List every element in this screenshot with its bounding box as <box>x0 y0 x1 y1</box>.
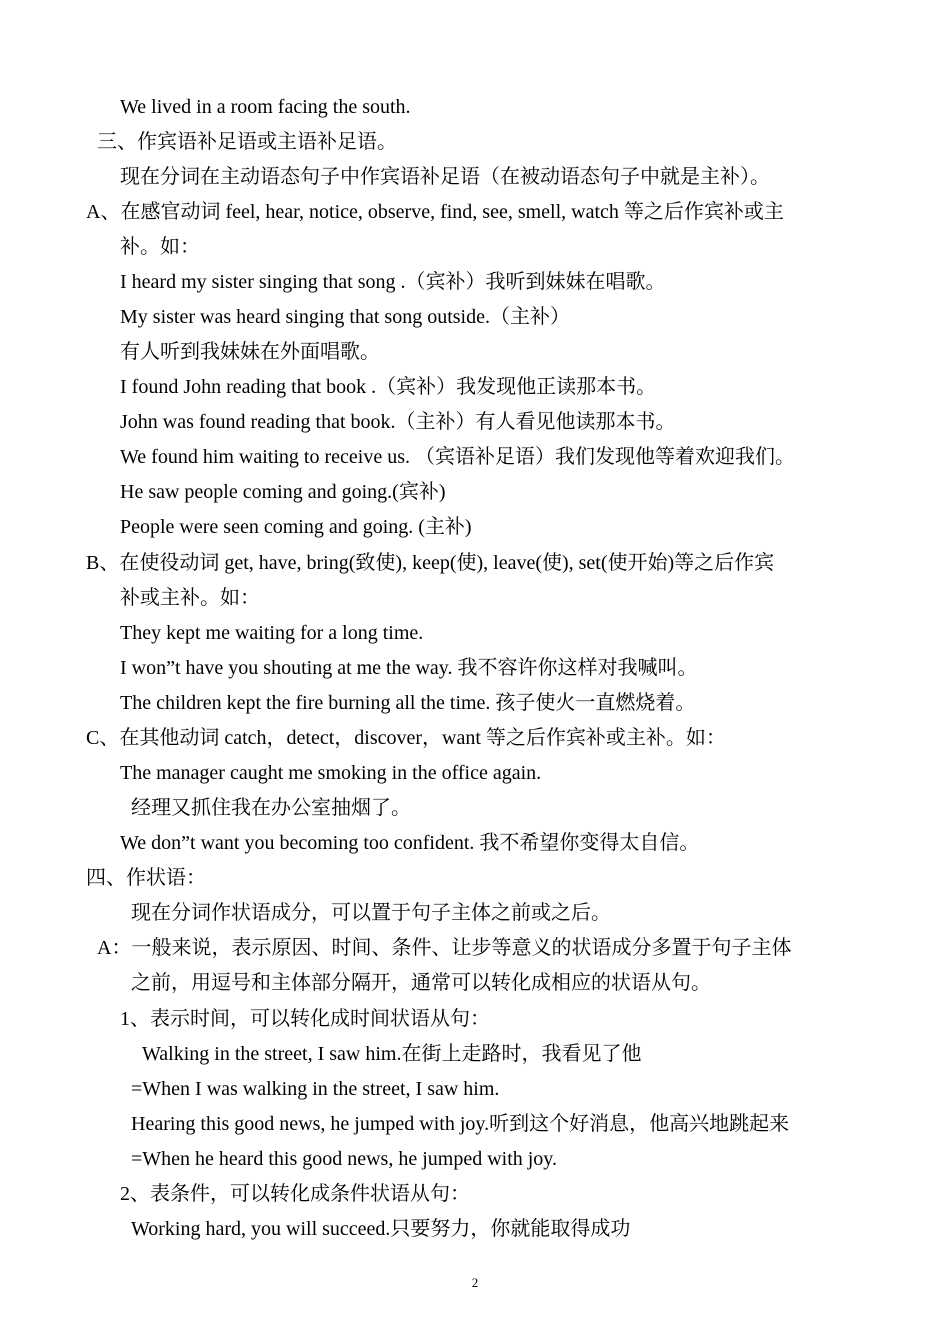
text-line: 现在分词作状语成分，可以置于句子主体之前或之后。 <box>131 902 611 924</box>
example-line: They kept me waiting for a long time. <box>120 622 424 644</box>
example-line: The manager caught me smoking in the office again. <box>120 762 542 784</box>
example-line: =When he heard this good news, he jumped with joy. <box>131 1148 558 1170</box>
example-line: The children kept the fire burning all the time. 孩子使火一直燃烧着。 <box>120 692 696 714</box>
text-line: 现在分词在主动语态句子中作宾语补足语（在被动语态句子中就是主补）。 <box>120 166 770 188</box>
example-line: 有人听到我妹妹在外面唱歌。 <box>120 341 380 363</box>
section-heading: 三、作宾语补足语或主语补足语。 <box>97 131 397 153</box>
list-item-heading: 1、表示时间，可以转化成时间状语从句： <box>120 1008 490 1030</box>
section-heading: 四、作状语： <box>86 867 206 889</box>
list-item-heading: 2、表条件，可以转化成条件状语从句： <box>120 1183 470 1205</box>
example-line: We don”t want you becoming too confident. 我不希望你变得太自信。 <box>120 832 700 854</box>
example-line: Walking in the street, I saw him.在街上走路时，我看见了他 <box>142 1043 642 1065</box>
example-line: We found him waiting to receive us. （宾语补足语）我们发现他等着欢迎我们。 <box>120 446 795 468</box>
example-line: My sister was heard singing that song outside.（主补） <box>120 306 570 328</box>
example-line: Working hard, you will succeed.只要努力，你就能取得成功 <box>131 1218 631 1240</box>
example-line: =When I was walking in the street, I saw him. <box>131 1078 500 1100</box>
text-line: We lived in a room facing the south. <box>120 96 411 118</box>
example-line: I found John reading that book .（宾补）我发现他正读那本书。 <box>120 376 657 398</box>
example-line: Hearing this good news, he jumped with joy.听到这个好消息，他高兴地跳起来 <box>131 1113 790 1135</box>
example-line: I heard my sister singing that song .（宾补）我听到妹妹在唱歌。 <box>120 271 666 293</box>
text-line: 补或主补。如： <box>120 587 260 609</box>
subsection-heading: C、在其他动词 catch，detect，discover，want 等之后作宾补或主补。如： <box>86 727 726 749</box>
text-line: 之前，用逗号和主体部分隔开，通常可以转化成相应的状语从句。 <box>131 972 711 994</box>
page-number: 2 <box>471 1275 479 1290</box>
subsection-heading: A：一般来说，表示原因、时间、条件、让步等意义的状语成分多置于句子主体 <box>97 937 792 959</box>
example-line: He saw people coming and going.(宾补) <box>120 481 446 503</box>
subsection-heading: A、在感官动词 feel, hear, notice, observe, find, see, smell, watch 等之后作宾补或主 <box>86 201 784 223</box>
subsection-heading: B、在使役动词 get, have, bring(致使), keep(使), leave(使), set(使开始)等之后作宾 <box>86 552 775 574</box>
example-line: People were seen coming and going. (主补) <box>120 516 472 538</box>
text-line: 补。如： <box>120 236 200 258</box>
example-line: I won”t have you shouting at me the way. 我不容许你这样对我喊叫。 <box>120 657 698 679</box>
example-line: John was found reading that book.（主补）有人看见他读那本书。 <box>120 411 676 433</box>
example-line: 经理又抓住我在办公室抽烟了。 <box>131 797 411 819</box>
